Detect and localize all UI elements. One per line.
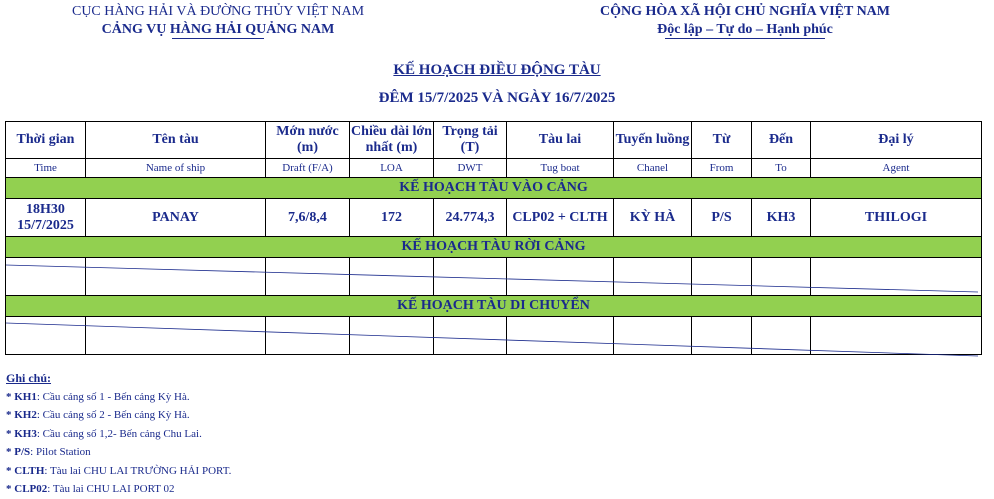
cell-from: P/S [692,199,752,237]
cell-to: KH3 [752,199,811,237]
col-header-tug: Tàu lai [507,122,614,159]
col-header-to: Đến [752,122,811,159]
issuer-agency: CỤC HÀNG HẢI VÀ ĐƯỜNG THỦY VIỆT NAM [71,4,365,19]
cell-tug: CLP02 + CLTH [507,199,614,237]
note-item: * CLTH: Tàu lai CHU LAI TRƯỜNG HẢI PORT. [6,464,232,477]
note-item: * KH3: Cầu cảng số 1,2- Bến cảng Chu Lai. [6,427,202,440]
col-sub-loa: LOA [350,159,434,178]
issuer-office: CẢNG VỤ HÀNG HẢI QUẢNG NAM [101,22,335,37]
cell-dwt: 24.774,3 [434,199,507,237]
section-departure-label: KẾ HOẠCH TÀU RỜI CẢNG [6,237,982,258]
col-header-channel: Tuyến luồng [614,122,692,159]
col-sub-channel: Chanel [614,159,692,178]
col-header-from: Từ [692,122,752,159]
col-header-loa: Chiều dài lớn nhất (m) [350,122,434,159]
col-header-ship: Tên tàu [86,122,266,159]
cell-channel: KỲ HÀ [614,199,692,237]
document-subtitle: ĐÊM 15/7/2025 VÀ NGÀY 16/7/2025 [378,90,616,106]
note-item: * KH1: Cầu cảng số 1 - Bến cảng Kỳ Hà. [6,390,190,403]
departure-strike-line [6,265,978,292]
cell-agent: THILOGI [811,199,982,237]
cell-loa: 172 [350,199,434,237]
col-sub-dwt: DWT [434,159,507,178]
cell-time-date: 15/7/2025 [17,217,74,233]
shifting-strike-line [6,323,978,356]
col-sub-time: Time [6,159,86,178]
national-title: CỘNG HÒA XÃ HỘI CHỦ NGHĨA VIỆT NAM [599,4,890,19]
note-item: * KH2: Cầu cảng số 2 - Bến cảng Kỳ Hà. [6,409,190,421]
note-item: * CLP02: Tàu lai CHU LAI PORT 02 [6,483,175,495]
col-header-draft: Mớn nước (m) [266,122,350,159]
col-header-agent: Đại lý [811,122,982,159]
col-sub-draft: Draft (F/A) [266,159,350,178]
col-sub-ship: Name of ship [86,159,266,178]
cell-ship: PANAY [86,199,266,237]
cell-draft: 7,6/8,4 [266,199,350,237]
section-shifting-label: KẾ HOẠCH TÀU DI CHUYỂN [6,296,982,317]
col-sub-tug: Tug boat [507,159,614,178]
section-arrival-label: KẾ HOẠCH TÀU VÀO CẢNG [6,178,982,199]
cell-time-hour: 18H30 [26,201,65,217]
notes-section [6,369,231,499]
national-motto: Độc lập – Tự do – Hạnh phúc [657,22,833,37]
note-item: * P/S: Pilot Station [6,446,91,458]
col-sub-agent: Agent [811,159,982,178]
col-header-dwt: Trọng tải (T) [434,122,507,159]
col-sub-to: To [752,159,811,178]
notes-title: Ghi chú: [6,371,52,385]
col-header-time: Thời gian [6,122,86,159]
document-title: KẾ HOẠCH ĐIỀU ĐỘNG TÀU [393,62,601,78]
col-sub-from: From [692,159,752,178]
